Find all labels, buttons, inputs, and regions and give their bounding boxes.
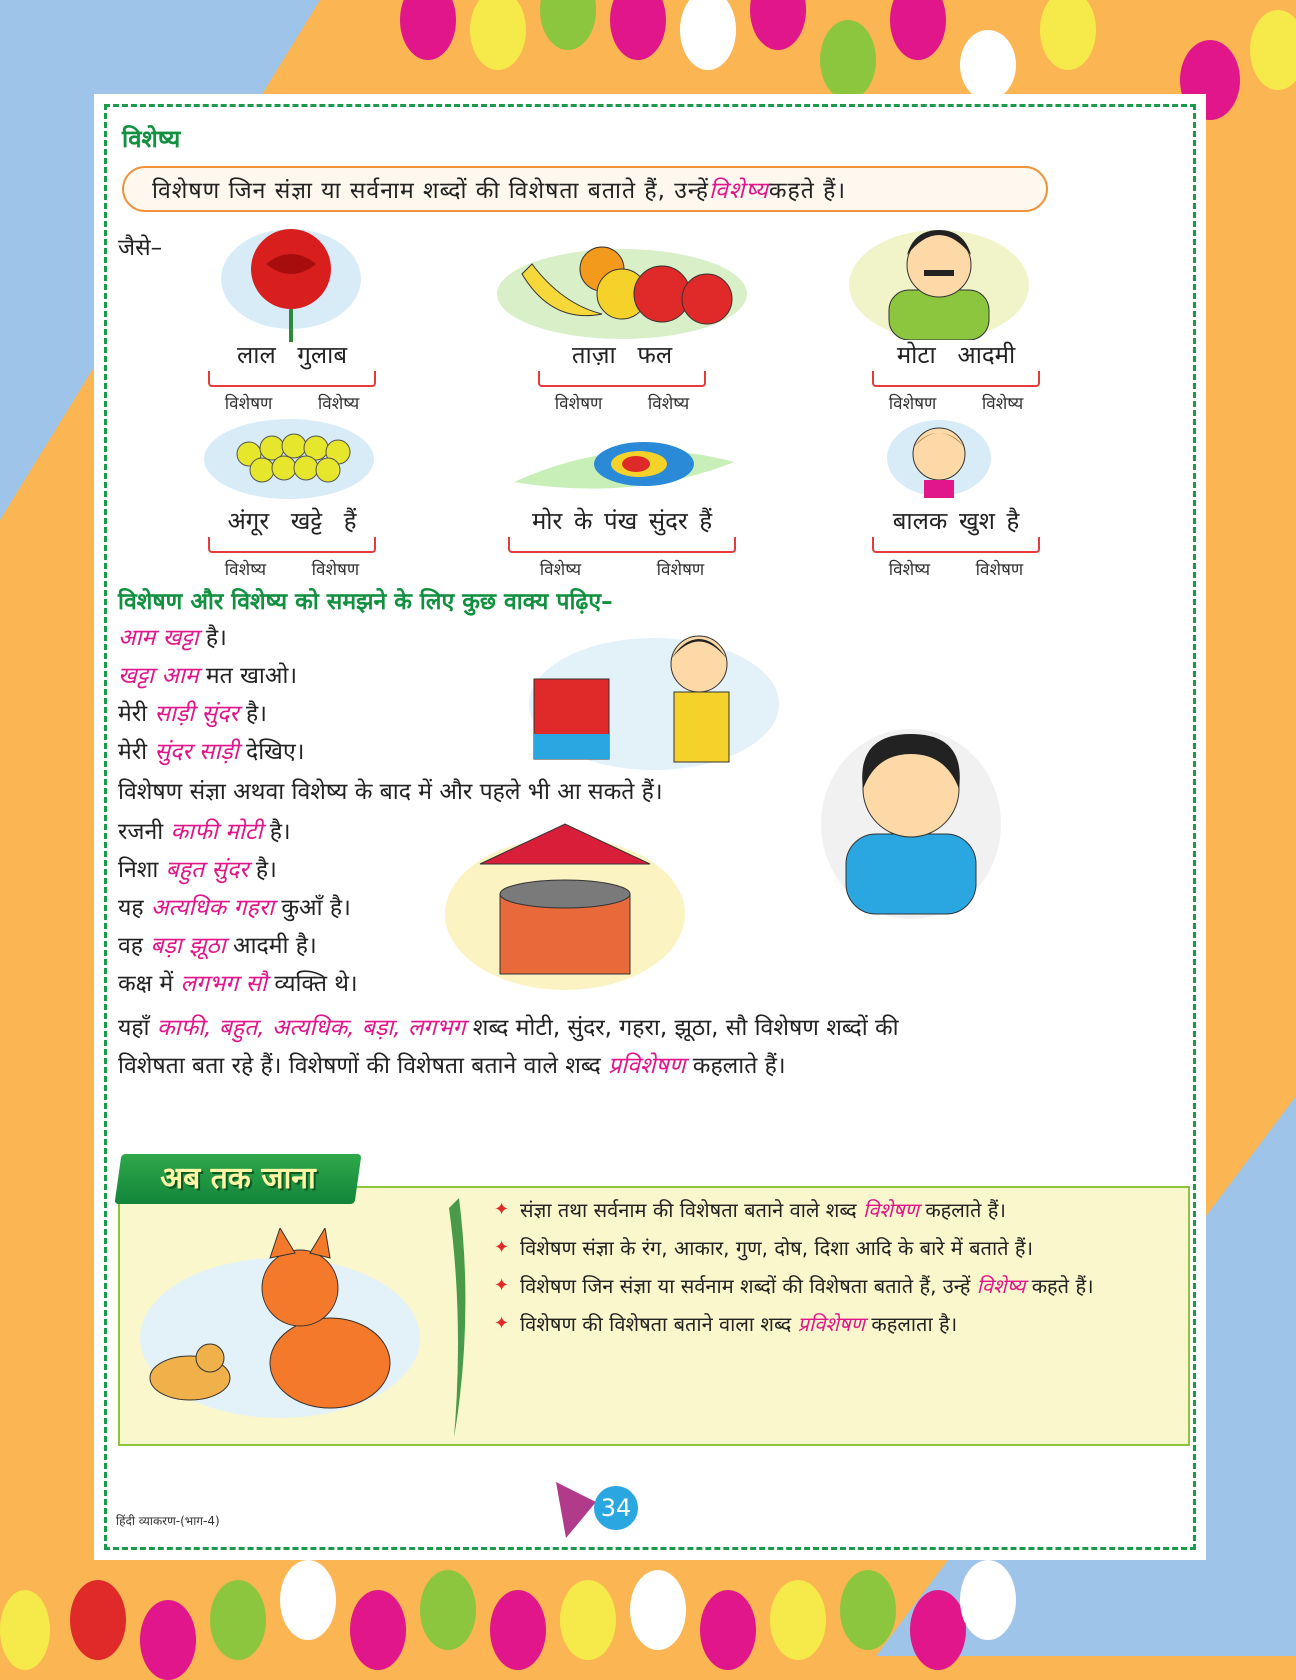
- decor-dot: [700, 1590, 756, 1670]
- decor-dot: [770, 1580, 826, 1660]
- phrase-bracket: [872, 371, 1040, 387]
- boy-icon: [884, 418, 994, 498]
- page: [94, 94, 1206, 1560]
- definition-text: विशेषण जिन संज्ञा या सर्वनाम शब्दों की विशेषता बताते हैं, उन्हें: [152, 178, 709, 204]
- decor-dot: [420, 1570, 476, 1650]
- pair-label: विशेष्य: [539, 560, 582, 580]
- example-phrase: बालक खुश है: [892, 507, 1020, 535]
- decor-dot: [280, 1560, 336, 1640]
- example-pair: [866, 338, 1046, 414]
- example-pair: [502, 504, 742, 580]
- explanation-line-1: यहाँ काफी, बहुत, अत्यधिक, बड़ा, लगभग शब्द मोटी, सुंदर, गहरा, झूठा, सौ विशेषण शब्दों की: [118, 1015, 899, 1041]
- decor-dot: [960, 1560, 1016, 1640]
- phrase-bracket: [872, 537, 1040, 553]
- footer-book-title: हिंदी व्याकरण-(भाग-4): [116, 1514, 220, 1528]
- sentence: रजनी काफी मोटी है।: [118, 819, 291, 845]
- summary-point: ✦ विशेषण संज्ञा के रंग, आकार, गुण, दोष, दिशा आदि के बारे में बताते हैं।: [494, 1232, 1114, 1264]
- example-phrase: लाल गुलाब: [236, 341, 348, 369]
- summary-point: ✦ विशेषण की विशेषता बताने वाला शब्द प्रविशेषण कहलाता है।: [494, 1308, 1114, 1340]
- grass-blade-decoration: [444, 1198, 474, 1438]
- feather-icon: [504, 432, 744, 502]
- explanation-line-2: विशेषता बता रहे हैं। विशेषणों की विशेषता बताने वाले शब्द प्रविशेषण कहलाते हैं।: [118, 1053, 786, 1079]
- decor-dot: [540, 0, 596, 50]
- example-pair: [866, 504, 1046, 580]
- summary-title: अब तक जाना: [160, 1161, 316, 1196]
- pair-label: विशेषण: [975, 560, 1024, 580]
- decor-dot: [840, 1570, 896, 1650]
- example-pair: [202, 504, 382, 580]
- example-phrase: ताज़ा फल: [571, 341, 673, 369]
- decor-dot: [470, 0, 526, 70]
- page-number-ribbon-icon: [556, 1482, 596, 1538]
- decor-dot: [890, 0, 946, 60]
- pair-label: विशेषण: [888, 394, 937, 414]
- grapes-icon: [194, 414, 374, 504]
- decor-dot: [70, 1580, 126, 1660]
- cat-and-mouse-icon: [130, 1228, 430, 1428]
- sentence: मेरी सुंदर साड़ी देखिए।: [118, 739, 305, 765]
- decor-dot: [910, 1590, 966, 1670]
- sentence: वह बड़ा झूठा आदमी है।: [118, 933, 317, 959]
- decor-dot: [680, 0, 736, 70]
- man-icon: [844, 210, 1034, 340]
- summary-point: ✦ संज्ञा तथा सर्वनाम की विशेषता बताने वाले शब्द विशेषण कहलाते हैं।: [494, 1194, 1114, 1226]
- example-phrase: अंगूर खट्टे हैं: [227, 507, 357, 535]
- pair-label: विशेषण: [311, 560, 360, 580]
- phrase-bracket: [508, 537, 736, 553]
- phrase-bracket: [208, 371, 376, 387]
- definition-text-end: कहते हैं।: [768, 178, 847, 204]
- page-number: 34: [594, 1486, 638, 1530]
- pair-label: विशेष्य: [647, 394, 690, 414]
- pair-label: विशेष्य: [888, 560, 931, 580]
- sentence: आम खट्टा है।: [118, 625, 227, 651]
- sentence: खट्टा आम मत खाओ।: [118, 663, 298, 689]
- summary-title-tab: [114, 1154, 361, 1204]
- pair-label: विशेषण: [554, 394, 603, 414]
- decor-dot: [610, 0, 666, 60]
- decor-dot: [0, 1590, 50, 1670]
- example-pair: [202, 338, 382, 414]
- example-phrase: मोर के पंख सुंदर हैं: [531, 507, 713, 535]
- pair-label: विशेष्य: [981, 394, 1024, 414]
- pair-label: विशेषण: [656, 560, 705, 580]
- example-pair: [532, 338, 712, 414]
- pair-label: विशेष्य: [317, 394, 360, 414]
- well-icon: [440, 814, 690, 994]
- decor-dot: [820, 20, 876, 100]
- definition-highlight: विशेष्य: [708, 178, 769, 204]
- summary-points: [494, 1194, 1114, 1346]
- decor-dot: [140, 1600, 196, 1680]
- decor-dot: [210, 1580, 266, 1660]
- rule-line: विशेषण संज्ञा अथवा विशेष्य के बाद में और पहले भी आ सकते हैं।: [118, 779, 663, 805]
- fruits-icon: [492, 234, 752, 344]
- decor-dot: [630, 1570, 686, 1650]
- example-phrase: मोटा आदमी: [896, 341, 1016, 369]
- sentence: कक्ष में लगभग सौ व्यक्ति थे।: [118, 971, 358, 997]
- decor-dot: [1040, 0, 1096, 70]
- sentences-heading: विशेषण और विशेष्य को समझने के लिए कुछ वाक्य पढ़िए–: [118, 589, 613, 615]
- girl-icon: [816, 714, 1006, 924]
- decor-dot: [1250, 10, 1296, 90]
- pair-label: विशेष्य: [224, 560, 267, 580]
- pair-label: विशेषण: [224, 394, 273, 414]
- phrase-bracket: [538, 371, 706, 387]
- decor-dot: [750, 0, 806, 50]
- section-title: विशेष्य: [122, 125, 181, 153]
- sentence: निशा बहुत सुंदर है।: [118, 857, 277, 883]
- decor-dot: [960, 30, 1016, 100]
- rose-icon: [216, 224, 366, 344]
- phrase-bracket: [208, 537, 376, 553]
- definition-box: [122, 166, 1048, 212]
- summary-point: ✦ विशेषण जिन संज्ञा या सर्वनाम शब्दों की विशेषता बताते हैं, उन्हें विशेष्य कहते हैं।: [494, 1270, 1114, 1302]
- woman-with-saree-icon: [524, 624, 784, 774]
- examples-label: जैसे–: [118, 235, 163, 261]
- sentence: यह अत्यधिक गहरा कुआँ है।: [118, 895, 351, 921]
- decor-dot: [400, 0, 456, 60]
- decor-dot: [560, 1580, 616, 1660]
- decor-dot: [350, 1590, 406, 1670]
- decor-dot: [490, 1590, 546, 1670]
- sentence: मेरी साड़ी सुंदर है।: [118, 701, 267, 727]
